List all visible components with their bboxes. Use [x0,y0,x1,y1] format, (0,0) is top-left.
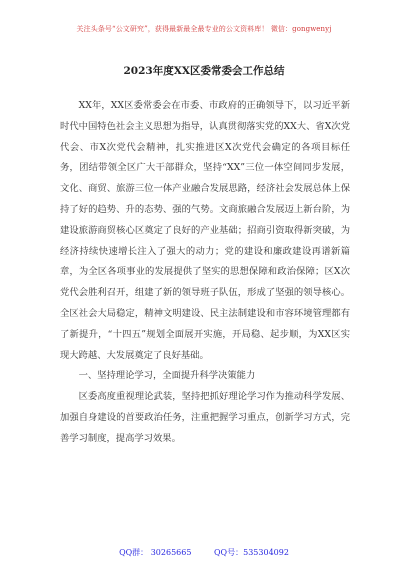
paragraph-theory-study: 区委高度重视理论武装，坚持把抓好理论学习作为推动科学发展、加强自身建设的首要政治任务，注重把握学习重点，创新学习方式，完善学习制度，提高学习效果。 [60,391,350,444]
qq-number: QQ号：535304092 [214,548,289,557]
contact-footer [0,547,408,558]
document-title: 2023年度XX区委常委会工作总结 [123,65,285,77]
qq-group: QQ群： 30265665 [119,548,192,557]
document-body [60,96,350,450]
section-heading: 一、坚持理论学习，全面提升科学决策能力 [78,370,256,382]
paragraph-intro: XX年，XX区委常委会在市委、市政府的正确领导下，以习近平新时代中国特色社会主义思想为指导，认真贯彻落实党的XX大、省X次党代会、市X次党代会精神，扎实推进区X次党代会确定的各项目标任务，团结带领全区广大干部群众，坚持“XX”三位一体空间同步发展，文化、商贸、旅游三位一体产业融合发展思路，经济社会发展总体上保持了好的趋势、升的态势、强的气势。文商旅融合发展迈上新台阶，为建设旅游商贸核心区奠定了良好的产业基础；招商引资取得新突破，为经济持续快速增长注入了强大的动力；党的建设和廉政建设再谱新篇章，为全区各项事业的发展提供了坚实的思想保障和政治保障；区X次党代会胜利召开，组建了新的领导班子队伍，形成了坚强的领导核心。全区社会大局稳定，精神文明建设、民主法制建设和市容环境管理都有了新提升，“十四五”规划全面展开实施，开局稳、起步顺，为XX区实现大跨越、大发展奠定了良好基础。 [60,100,350,361]
promo-banner: 关注头条号“公文研究”，获得最新最全最专业的公文资料库！ 微信：gongwenyj [76,25,332,33]
